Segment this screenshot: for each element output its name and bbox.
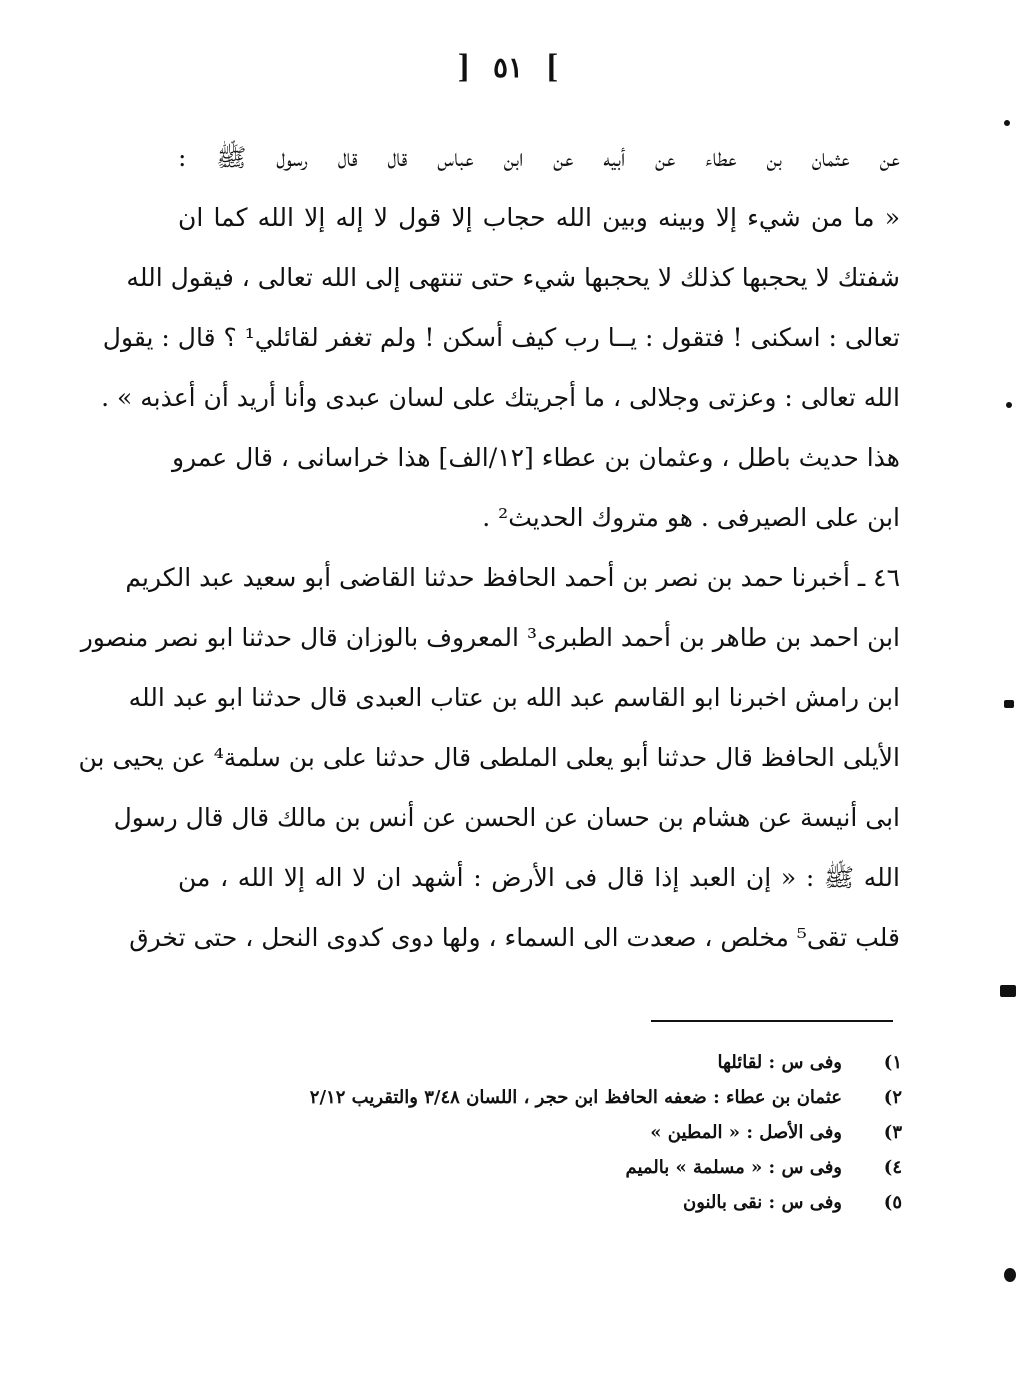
footnote-item	[200, 1115, 902, 1150]
footnote-text: عثمان بن عطاء : ضعفه الحافظ ابن حجر ، اللسان ٣/٤٨ والتقريب ٢/١٢	[309, 1087, 842, 1108]
footnote-item	[200, 1150, 902, 1185]
footnote-number: ٣)	[883, 1122, 902, 1143]
body-line: الأيلى الحافظ قال حدثنا أبو يعلى الملطى قال حدثنا على بن سلمة⁴ عن يحيى بن	[78, 743, 900, 772]
body-text	[78, 128, 900, 968]
body-line: ابن رامش اخبرنا ابو القاسم عبد الله بن عتاب العبدى قال حدثنا ابو عبد الله	[128, 683, 900, 712]
scan-speck	[1004, 1268, 1016, 1282]
body-line: شفتك لا يحجبها كذلك لا يحجبها شيء حتى تنتهى إلى الله تعالى ، فيقول الله	[126, 263, 900, 292]
body-line: ابى أنيسة عن هشام بن حسان عن الحسن عن أنس بن مالك قال قال رسول	[113, 803, 900, 832]
page-number-value: ٥١	[492, 51, 524, 84]
footnote-text: وفى س : نقى بالنون	[682, 1192, 842, 1213]
scan-speck	[1004, 120, 1010, 126]
footnote-text: وفى الأصل : « المطين »	[650, 1122, 842, 1143]
footnote-number: ٥)	[883, 1192, 902, 1213]
body-line: ٤٦ ـ أخبرنا حمد بن نصر بن أحمد الحافظ حدثنا القاضى أبو سعيد عبد الكريم	[125, 563, 900, 592]
page-number	[0, 48, 1016, 86]
body-line: الله ﷺ : « إن العبد إذا قال فى الأرض : أشهد ان لا اله إلا الله ، من	[178, 863, 900, 892]
body-line: تعالى : اسكنى ! فتقول : يــا رب كيف أسكن ! ولم تغفر لقائلي¹ ؟ قال : يقول	[102, 323, 900, 352]
footnote-text: وفى س : لقائلها	[717, 1052, 842, 1073]
footnote-item	[200, 1185, 902, 1220]
body-line: هذا حديث باطل ، وعثمان بن عطاء [١٢/الف] هذا خراسانى ، قال عمرو	[171, 443, 900, 472]
scan-speck	[1000, 985, 1016, 997]
body-line: ابن احمد بن طاهر بن أحمد الطبرى³ المعروف بالوزان قال حدثنا ابو نصر منصور	[80, 623, 900, 652]
page-number-close-bracket: ]	[546, 48, 559, 85]
page-number-open-bracket: [	[457, 48, 470, 85]
footnote-number: ١)	[883, 1052, 902, 1073]
body-line: الله تعالى : وعزتى وجلالى ، ما أجريتك على لسان عبدى وأنا أريد أن أعذبه » .	[101, 383, 900, 412]
footnote-number: ٤)	[883, 1157, 902, 1178]
body-line: ابن على الصيرفى . هو متروك الحديث² .	[482, 503, 900, 532]
body-line: « ما من شيء إلا وبينه وبين الله حجاب إلا قول لا إله إلا الله كما ان	[178, 203, 900, 232]
body-line: قلب تقى⁵ مخلص ، صعدت الى السماء ، ولها دوى كدوى النحل ، حتى تخرق	[129, 923, 900, 952]
footnote-separator	[651, 1020, 893, 1022]
footnote-item	[200, 1045, 902, 1080]
scan-speck	[1004, 700, 1014, 708]
footnotes	[200, 1045, 902, 1220]
footnote-item	[200, 1080, 902, 1115]
body-line: عن عثمان بن عطاء عن أبيه عن ابن عباس قال قال رسول ﷺ :	[178, 143, 900, 172]
footnote-number: ٢)	[883, 1087, 902, 1108]
footnote-text: وفى س : « مسلمة » بالميم	[625, 1157, 842, 1178]
scan-speck	[1006, 402, 1012, 408]
